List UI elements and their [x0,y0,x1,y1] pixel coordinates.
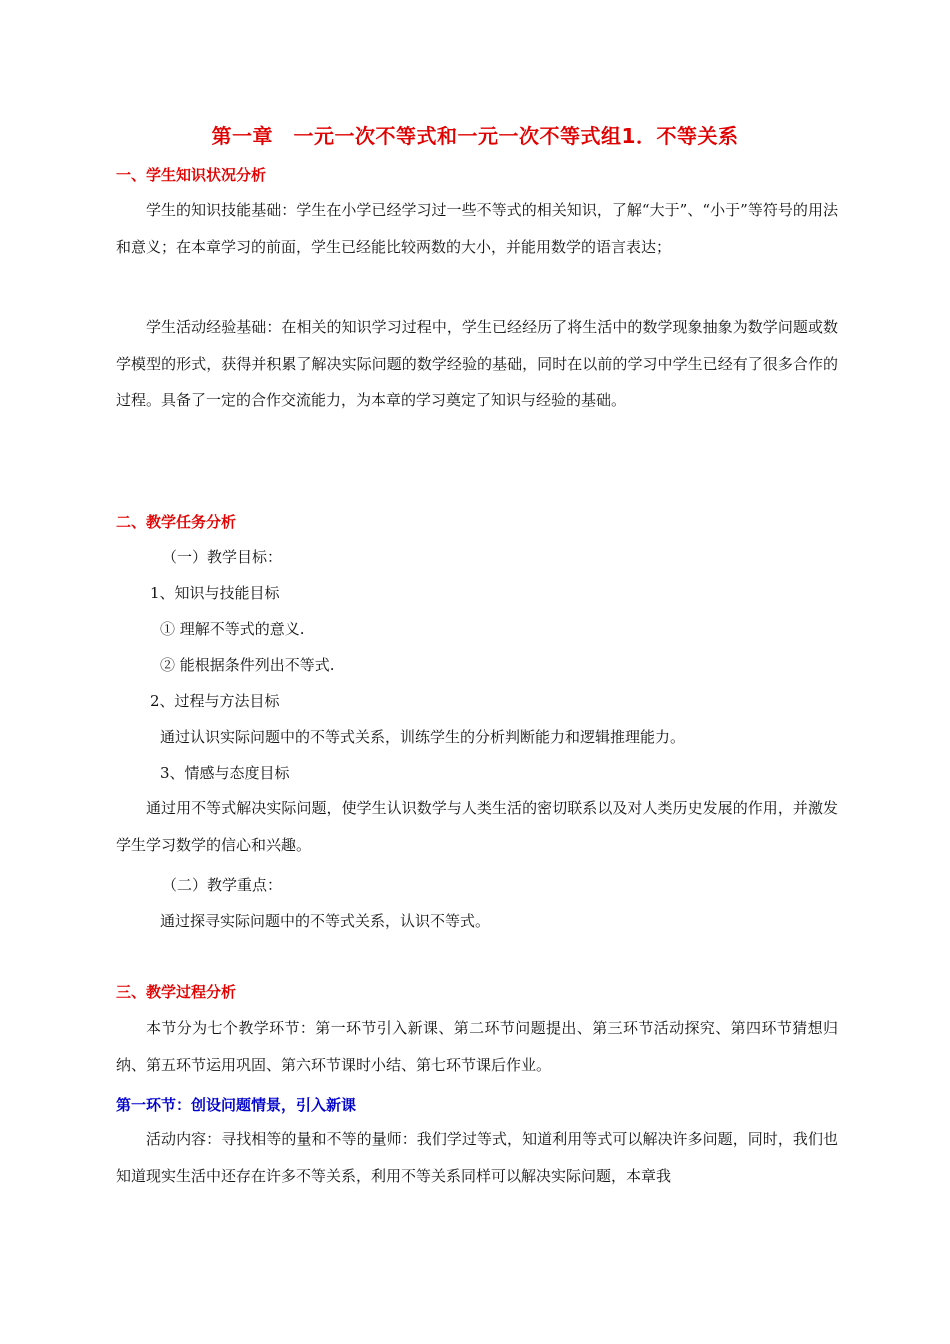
section-heading-task-analysis: 二、教学任务分析 [116,513,237,531]
subheading-teaching-goals: （一）教学目标： [162,548,283,566]
step1-heading: 第一环节：创设问题情景，引入新课 [116,1096,357,1114]
document-title: 第一章 一元一次不等式和一元一次不等式组1．不等关系 [211,124,739,148]
section-heading-student-status: 一、学生知识状况分析 [116,166,267,184]
goal-emotion-attitude: 3、情感与态度目标 [160,764,290,782]
goal-knowledge-skills: 1、知识与技能目标 [150,584,280,602]
goal-process-method: 2、过程与方法目标 [150,692,280,710]
goal-item-understand: ① 理解不等式的意义. [160,620,305,638]
goal-item-list: ② 能根据条件列出不等式. [160,656,335,674]
subheading-teaching-focus: （二）教学重点： [162,876,283,894]
paragraph-step1-content: 活动内容：寻找相等的量和不等的量师：我们学过等式，知道利用等式可以解决许多问题，同时，我们也知道现实生活中还存在许多不等关系，利用不等关系同样可以解决实际问题，本章我 [116,1130,838,1185]
focus-text: 通过探寻实际问题中的不等式关系，认识不等式。 [160,912,491,930]
paragraph-seven-steps: 本节分为七个教学环节：第一环节引入新课、第二环节问题提出、第三环节活动探究、第四环节猜想归纳、第五环节运用巩固、第六环节课时小结、第七环节课后作业。 [116,1019,838,1074]
goal-process-text: 通过认识实际问题中的不等式关系，训练学生的分析判断能力和逻辑推理能力。 [160,728,686,746]
paragraph-activity-basis: 学生活动经验基础：在相关的知识学习过程中，学生已经经历了将生活中的数学现象抽象为数学问题或数学模型的形式，获得并积累了解决实际问题的数学经验的基础，同时在以前的学习中学生已经有了很多合作的过程。具备了一定的合作交流能力，为本章的学习奠定了知识与经验的基础。 [116,318,838,409]
paragraph-knowledge-basis: 学生的知识技能基础：学生在小学已经学习过一些不等式的相关知识，了解“大于”、“小于”等符号的用法和意义；在本章学习的前面，学生已经能比较两数的大小，并能用数学的语言表达； [116,201,838,256]
paragraph-emotion-goal: 通过用不等式解决实际问题，使学生认识数学与人类生活的密切联系以及对人类历史发展的作用，并激发学生学习数学的信心和兴趣。 [116,799,838,854]
section-heading-process: 三、教学过程分析 [116,983,237,1001]
